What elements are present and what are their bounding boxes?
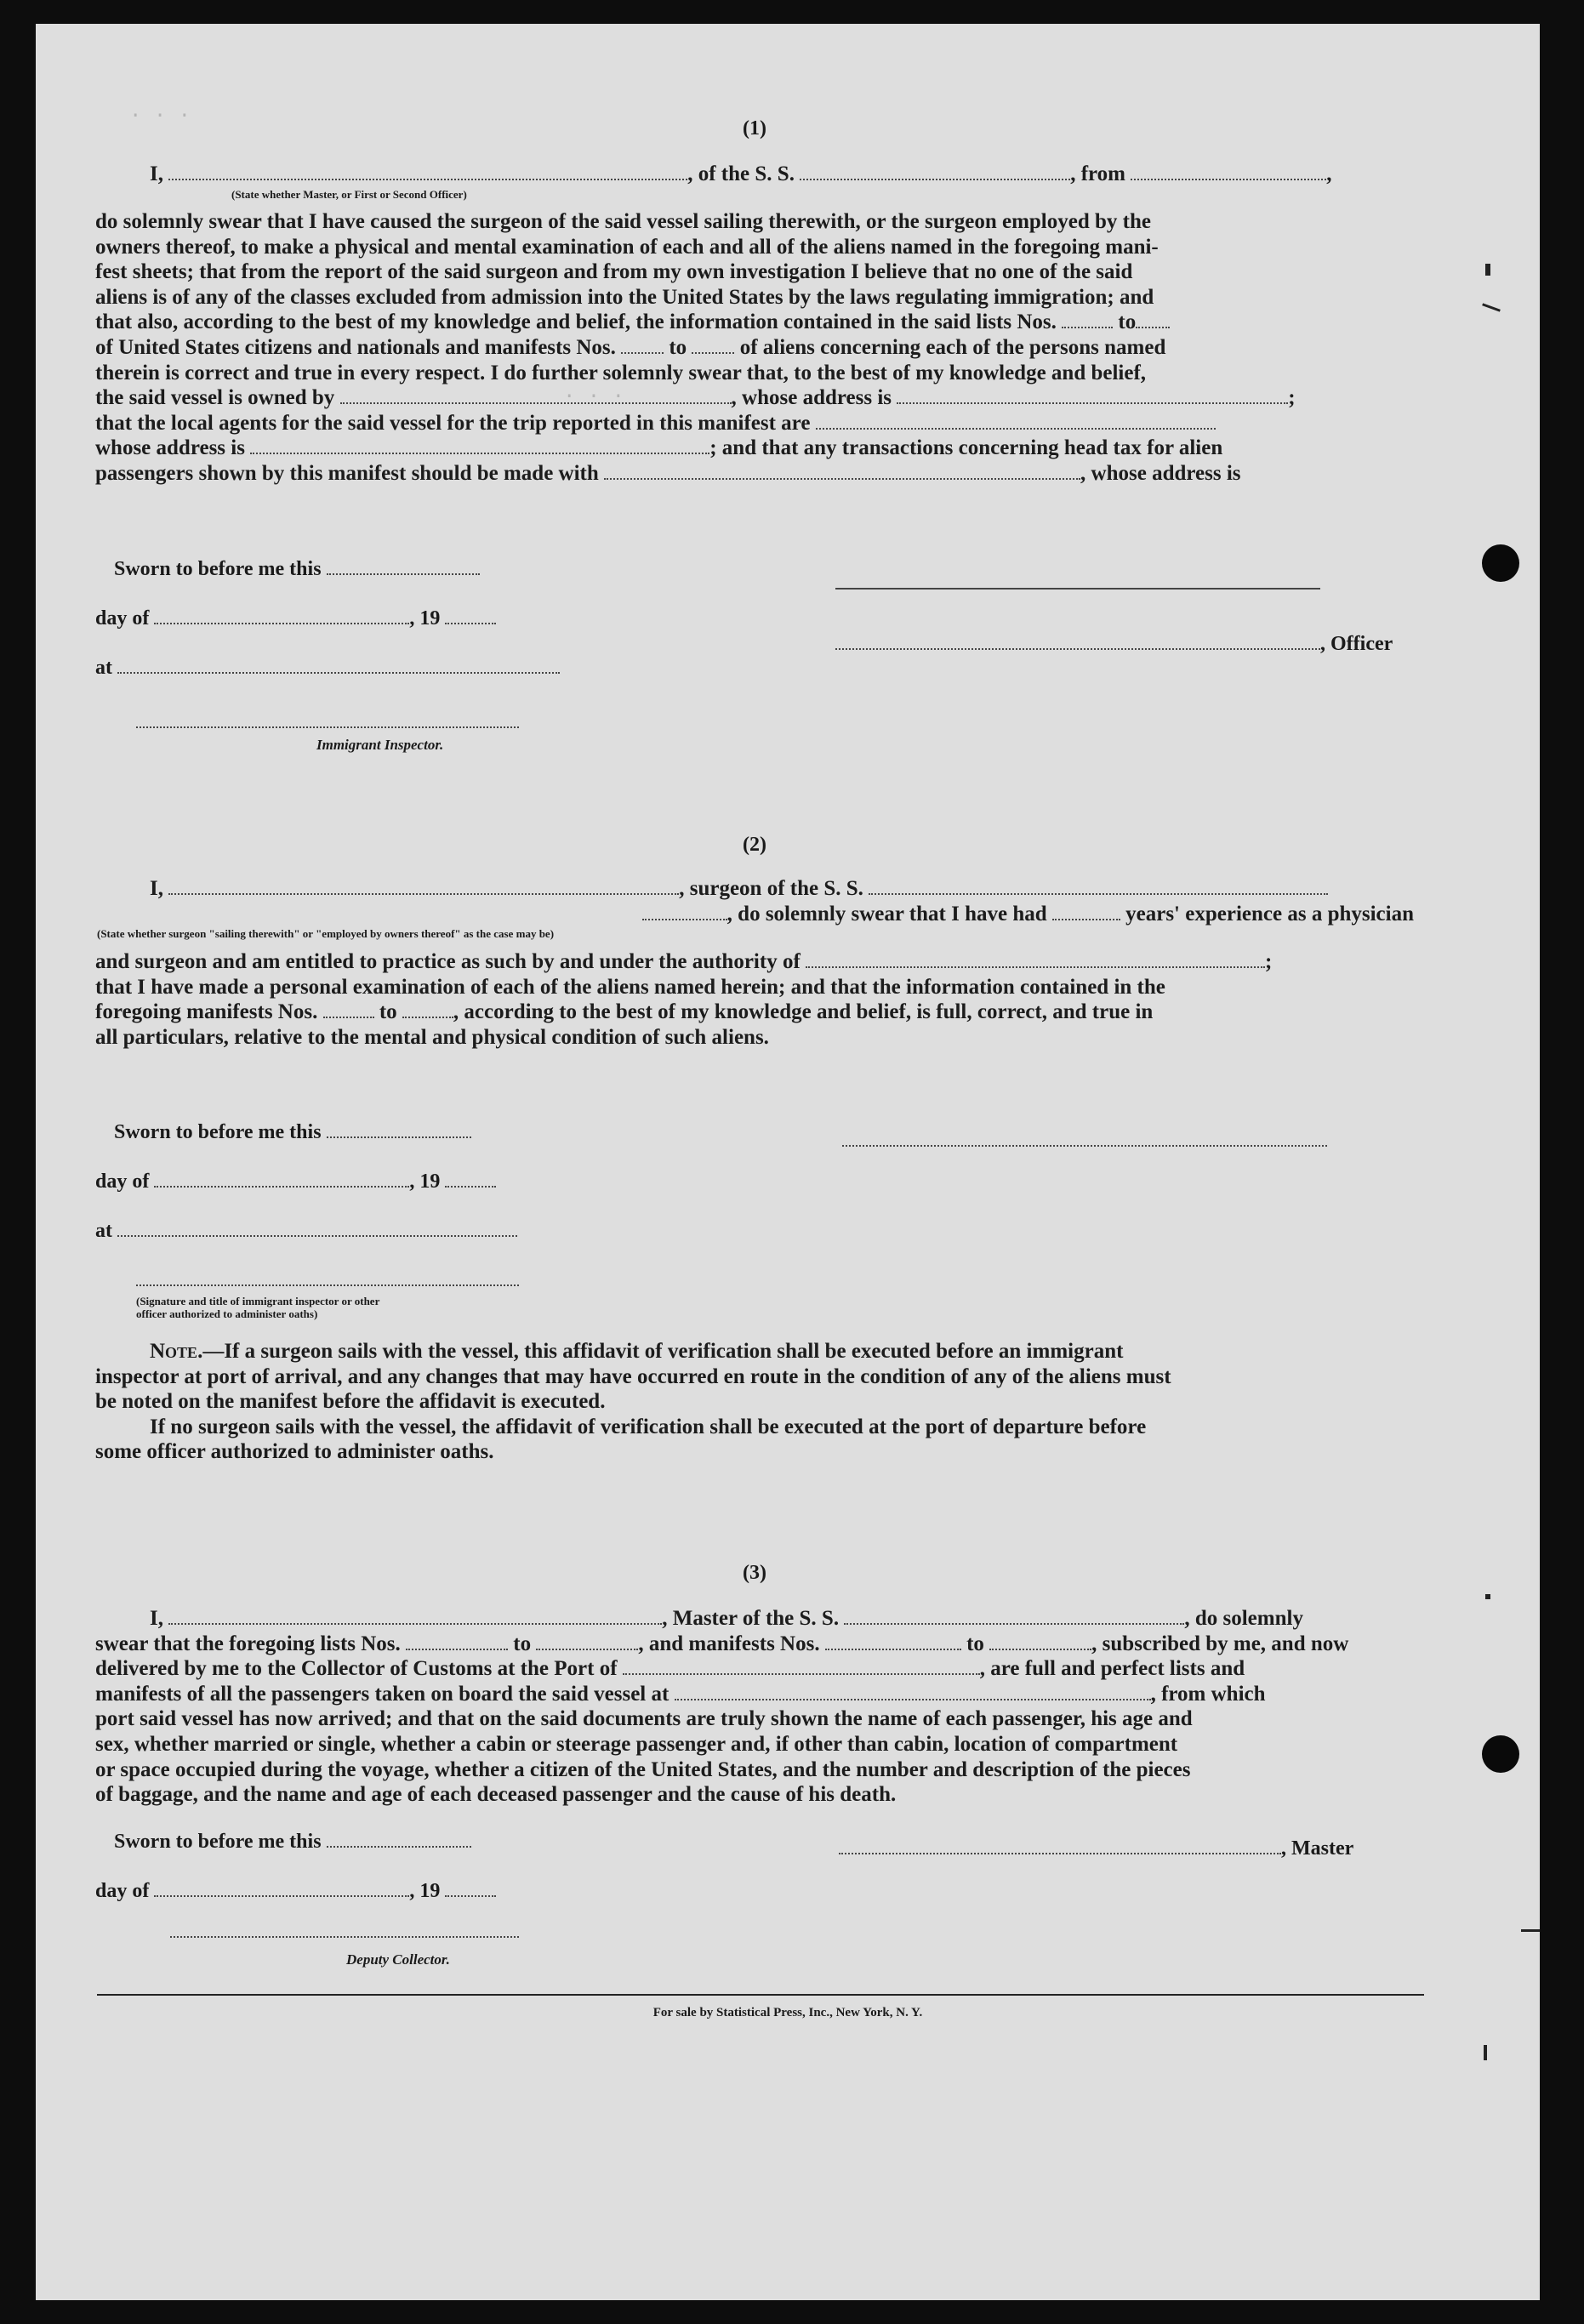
master-vessel-field[interactable] [844,1608,1184,1625]
surgeon-signature-field[interactable] [842,1130,1327,1147]
according-text: , according to the best of my knowledge and belief, is full, correct, and true in [453,1000,1154,1024]
swear-had-text: , do solemnly swear that I have had [726,902,1047,926]
year-label: , 19 [409,607,441,629]
manifests-from-field[interactable] [621,337,664,354]
at-label: at [95,657,112,679]
section-2-body: and surgeon and am entitled to practice as such by and under the authority of ; that I have made a personal examination of each of the aliens named herein; and that the information contained in the foregoing manifests Nos. to , according to the best of my knowledge and belief, is full, correct, and true in all particulars, relative to the mental and physical condition of such aliens. [95,949,1414,1050]
punch-hole [1482,544,1519,582]
full-perfect-text: , are full and perfect lists and [979,1657,1245,1681]
margin-mark [1482,303,1501,311]
surgeon-vessel-field[interactable] [869,878,1328,895]
punch-hole [1482,1735,1519,1773]
paragraph-line: or space occupied during the voyage, whether a citizen of the United States, and the number and description of the pieces [95,1757,1191,1781]
day-of-label: day of [95,607,150,629]
paragraph-line: that the local agents for the said vessel for the trip reported in this manifest are [95,411,811,435]
lists-from-field[interactable] [406,1633,508,1650]
to-label: to [379,1000,397,1024]
note-line: If no surgeon sails with the vessel, the affidavit of verification shall be executed at the port of departure before [150,1415,1147,1438]
manifests-from-field[interactable] [825,1633,961,1650]
place-field[interactable] [117,657,560,674]
officer-title-field[interactable] [835,633,1320,650]
boarding-port-field[interactable] [675,1683,1151,1700]
whose-address-label: , whose address is [731,386,892,410]
section-3-body [95,1606,1414,1808]
deputy-signature-field[interactable] [170,1921,519,1938]
year-label: , 19 [409,1880,441,1902]
to-label: to [513,1632,532,1655]
officer-signature-line[interactable] [835,584,1320,590]
paragraph-line: owners thereof, to make a physical and mental examination of each and all of the aliens named in the foregoing mani- [95,235,1159,259]
lists-to-field[interactable] [536,1633,638,1650]
paragraph-line: all particulars, relative to the mental and physical condition of such aliens. [95,1025,769,1049]
manifests-to-field[interactable] [402,1001,453,1018]
inspector-label: Immigrant Inspector. [316,737,444,753]
note-label: Note. [150,1340,203,1363]
years-text: years' experience as a physician [1125,902,1414,926]
i-label: I, [150,1607,163,1630]
lists-from-field[interactable] [1062,311,1113,328]
departure-port-field[interactable] [1131,163,1326,180]
from-which-text: , from which [1150,1682,1266,1706]
note-block [95,1339,1414,1465]
section-3 [95,1562,1414,1585]
years-experience-field[interactable] [1052,903,1120,920]
paragraph-line: foregoing manifests Nos. [95,1000,318,1024]
officer-name-field[interactable] [168,163,687,180]
sworn-label: Sworn to before me this [114,558,322,580]
i-label: I, [150,162,163,185]
section-1-opening: I, , of the S. S. , from , [150,162,1332,185]
from-label: , from [1070,162,1125,185]
place-field[interactable] [117,1220,517,1237]
master-of-label: , Master of the S. S. [662,1607,840,1630]
surgeon-extra-field[interactable] [642,903,727,920]
to-label: to [966,1632,984,1655]
margin-mark [1484,2045,1487,2060]
head-tax-party-field[interactable] [604,463,1080,480]
margin-mark [1521,1929,1540,1932]
owner-address-field[interactable] [897,387,1288,404]
of-ss-label: , of the S. S. [687,162,795,185]
manifests-to-field[interactable] [692,337,734,354]
paragraph-line: that also, according to the best of my knowledge and belief, the information contained in the said lists Nos. [95,310,1057,334]
and-manifests-text: , and manifests Nos. [638,1632,820,1655]
section-1-body: do solemnly swear that I have caused the surgeon of the said vessel sailing therewith, or the surgeon employed by the owners thereof, to make a physical and mental examination of each and all of the aliens named in the foregoing mani- fest sheets; that from the report of the said surgeon and from my own investigation I believe that no one of the said aliens is of any of the classes excluded from admission into the United States by the laws regulating immigration; and that also, according to the best of my knowledge and belief, the information contained in the said lists Nos. to of United States citizens and nationals and manifests Nos. to of aliens concerning each of the persons named therein is correct and true in every respect. I do further solemnly swear that, to the best of my knowledge and belief, the said vessel is owned by , whose address is ; that the local agents for the said vessel for the trip reported in this manifest are whose address is ; and that any transactions concerning head tax for alien passengers shown by this manifest should be made with , whose address is [95,209,1414,487]
at-label: at [95,1220,112,1242]
year-field[interactable] [445,607,496,624]
section-number: (3) [743,1562,766,1584]
officer-label: , Officer [1320,633,1393,655]
master-label: , Master [1281,1837,1354,1860]
paragraph-line: the said vessel is owned by [95,386,335,410]
note-line: inspector at port of arrival, and any changes that may have occurred en route in the condition of any of the aliens must [95,1364,1171,1388]
master-name-field[interactable] [168,1608,662,1625]
section-2 [95,834,1414,857]
paragraph-line: of United States citizens and nationals and manifests Nos. [95,335,616,359]
paragraph-line: whose address is [95,436,245,460]
owner-field[interactable] [340,387,732,404]
sworn-date-field[interactable] [327,1831,471,1848]
paragraph-line: aliens is of any of the classes excluded from admission into the United States by the laws regulating immigration; and [95,285,1154,309]
day-of-field[interactable] [154,1880,409,1897]
day-of-field[interactable] [154,607,409,624]
manifests-all-text: manifests of all the passengers taken on board the said vessel at [95,1682,669,1706]
margin-mark [1485,264,1490,276]
paragraph-line: port said vessel has now arrived; and that on the said documents are truly shown the name of each passenger, his age and [95,1707,1193,1731]
local-agents-field[interactable] [816,413,1216,430]
signature-note: (Signature and title of immigrant inspector or other officer authorized to administer oaths) [136,1295,380,1320]
day-of-label: day of [95,1880,150,1902]
aliens-concerning-text: of aliens concerning each of the persons named [739,335,1166,359]
sworn-label: Sworn to before me this [114,1121,322,1143]
do-solemnly-text: , do solemnly [1184,1607,1303,1630]
year-field[interactable] [445,1171,496,1188]
section-2-opening [95,876,1414,926]
year-field[interactable] [445,1880,496,1897]
to-label: to [1118,310,1137,334]
swear-lists-text: swear that the foregoing lists Nos. [95,1632,401,1655]
whose-address-label: , whose address is [1080,461,1241,485]
note-line: be noted on the manifest before the affidavit is executed. [95,1390,606,1414]
paragraph-line: that I have made a personal examination of each of the aliens named herein; and that the information contained in the [95,975,1165,999]
vessel-name-field[interactable] [800,163,1070,180]
section-1 [95,117,1414,140]
year-label: , 19 [409,1171,441,1193]
inspector-signature-field[interactable] [136,1269,519,1286]
paragraph-line: passengers shown by this manifest should be made with [95,461,599,485]
master-signature-field[interactable] [839,1837,1281,1854]
sworn-label: Sworn to before me this [114,1831,322,1853]
surgeon-of-label: , surgeon of the S. S. [679,877,863,900]
paragraph-line: do solemnly swear that I have caused the surgeon of the said vessel sailing therewith, or the surgeon employed by the [95,210,1151,233]
authority-field[interactable] [806,951,1265,968]
deputy-label: Deputy Collector. [346,1951,450,1968]
lists-to-field[interactable] [1136,311,1170,328]
bleed-through-text: . . . [563,381,625,404]
paragraph-line: of baggage, and the name and age of each deceased passenger and the cause of his death. [95,1783,897,1807]
to-label: to [669,335,687,359]
surgeon-name-field[interactable] [168,878,679,895]
document-page [36,24,1540,2300]
paragraph-line: and surgeon and am entitled to practice as such by and under the authority of [95,950,801,973]
head-tax-text: ; and that any transactions concerning head tax for alien [709,436,1223,460]
sworn-date-field[interactable] [327,1121,471,1138]
surgeon-note: (State whether surgeon "sailing therewith" or "employed by owners thereof" as the case may be) [97,927,555,940]
note-line: some officer authorized to administer oaths. [95,1440,494,1464]
paragraph-line: sex, whether married or single, whether a cabin or steerage passenger and, if other than cabin, location of compartment [95,1732,1178,1756]
i-label: I, [150,877,163,900]
manifests-from-field[interactable] [323,1001,374,1018]
inspector-signature-field[interactable] [136,711,519,728]
day-of-field[interactable] [154,1171,409,1188]
manifests-to-field[interactable] [989,1633,1091,1650]
margin-mark [1485,1594,1490,1599]
note-line: —If a surgeon sails with the vessel, this affidavit of verification shall be executed before an immigrant [202,1340,1124,1363]
paragraph-line: fest sheets; that from the report of the said surgeon and from my own investigation I believe that no one of the said [95,260,1133,284]
master-officer-note: (State whether Master, or First or Second Officer) [231,188,467,201]
paragraph-line: therein is correct and true in every respect. I do further solemnly swear that, to the best of my knowledge and belief, [95,361,1147,384]
day-of-label: day of [95,1171,150,1193]
delivered-text: delivered by me to the Collector of Customs at the Port of [95,1657,618,1681]
bleed-through-text: . . . [129,100,191,123]
section-number: (2) [743,834,766,856]
printer-footer: For sale by Statistical Press, Inc., New York, N. Y. [652,2006,923,2019]
port-field[interactable] [623,1658,980,1675]
footer-rule [97,1994,1424,1996]
sworn-date-field[interactable] [327,558,480,575]
subscribed-text: , subscribed by me, and now [1091,1632,1349,1655]
section-number: (1) [743,117,766,140]
agents-address-field[interactable] [250,437,709,454]
